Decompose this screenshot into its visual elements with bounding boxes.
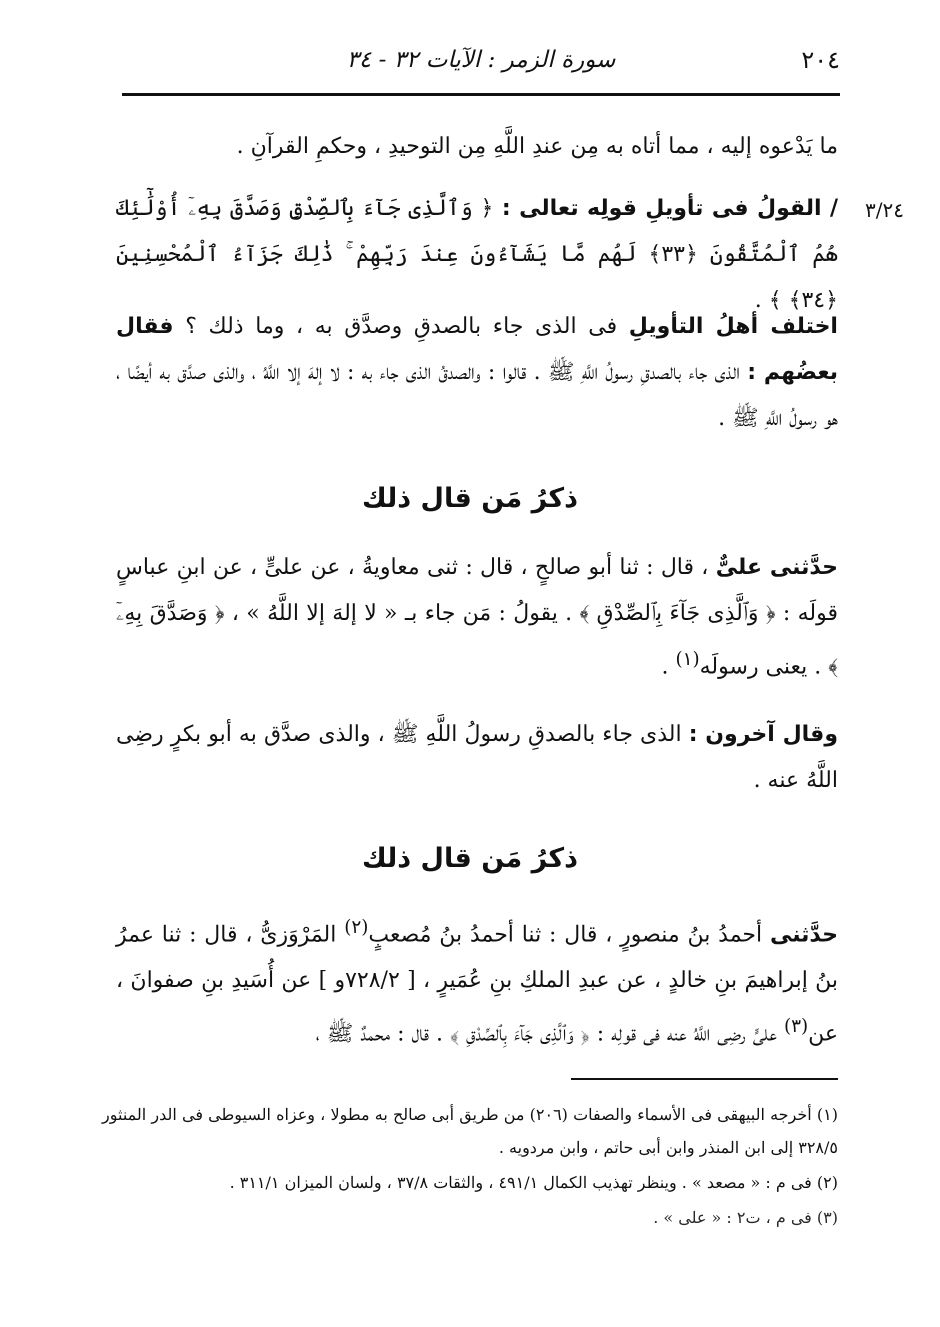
footnote: (١) أخرجه البيهقى فى الأسماء والصفات (٢٠٦) من طريق أبى صالح به مطولا ، وعزاه السيوطى فى الدر المنثور ٣٢٨/٥ إلى ابن المنذر وابن أبى حاتم ، وابن مردويه . <box>102 1105 838 1157</box>
paragraph-text: فى الذى جاء بالصدقِ وصدَّق به ، وما ذلك ؟ <box>173 314 629 339</box>
footnote-marker: (٣) <box>783 1016 809 1038</box>
paragraph-text: ما يَدْعوه إليه ، مما أتاه به مِن عندِ اللَّهِ مِن التوحيدِ ، وحكمِ القرآنِ . <box>236 134 838 159</box>
quran-verse: ﴿ وَٱلَّذِى جَآءَ بِٱلصِّدْقِ وَصَدَّقَ بِهِۦٓ أُوْلَٰٓئِكَ هُمُ ٱلْمُتَّقُونَ ﴿٣٣﴾ لَهُم مَّا يَشَآءُونَ عِندَ رَبِّهِمْ ۚ ذَٰلِكَ جَزَآءُ ٱلْمُحْسِنِينَ ﴿٣٤﴾ ﴾ . <box>116 196 838 313</box>
page-header <box>122 40 840 82</box>
section-heading: ذكرُ مَن قال ذلك <box>362 843 578 874</box>
footnote-marker: (١) <box>675 649 700 670</box>
narration-text: ، قال : ثنا أبو صالحٍ ، قال : ثنى معاويةُ ، عن علىٍّ ، عن ابنِ عباسٍ قولَه : ﴿ وَٱلَّذِى جَآءَ بِٱلصِّدْقِ ﴾ . يقولُ : مَن جاء بـ « لا إلهَ إلا اللَّهُ » ، ﴿ وَصَدَّقَ بِهِۦٓ ﴾ . يعنى رسولَه <box>116 555 838 680</box>
footnote: (٣) فى م ، ت٢ : « على » . <box>653 1208 838 1227</box>
narrator-lead: حدَّثنى علىٌّ <box>715 555 838 580</box>
margin-reference: ٣/٢٤ <box>865 198 904 222</box>
paragraph-narration-ali <box>116 545 838 690</box>
paragraph-narration-ahmad <box>116 905 838 1058</box>
footnote-separator <box>571 1078 838 1080</box>
paragraph-interpretation-difference <box>116 304 838 442</box>
paragraph-lead: وقال آخرون : <box>688 722 838 747</box>
paragraph-lead: اختلف أهلُ التأويلِ <box>628 314 838 339</box>
page-number: ٢٠٤ <box>801 46 840 74</box>
narration-text: أحمدُ بنُ منصورٍ ، قال : ثنا أحمدُ بنُ مُصعبٍ <box>368 922 770 948</box>
running-title: سورة الزمر : الآيات ٣٢ - ٣٤ <box>346 47 616 73</box>
paragraph-secondary-lead: فقال بعضُهم : <box>116 314 838 385</box>
narration-text: المَرْوَزىُّ ، قال : ثنا عمرُ بنُ إبراهيمَ بنِ خالدٍ ، عن عبدِ الملكِ بنِ عُمَيرٍ ، [ ٧٢٨/٢و ] عن أُسَيدِ بنِ صفوانَ ، عن <box>116 922 838 1047</box>
footnote-marker: (٢) <box>344 917 369 938</box>
narrator-lead: حدَّثنى <box>769 922 838 948</box>
paragraph-opening <box>116 124 838 170</box>
paragraph-lead: / القولُ فى تأويلِ قولِه تعالى : <box>493 196 838 221</box>
paragraph-secondary-text: الذى جاء بالصدقِ رسولُ اللَّهِ ﷺ . قالوا : والصدقُ الذى جاء به : لا إلهَ إلا اللَّهُ ، والذى صدَّق به أيضًا ، هو رسولُ اللَّهِ ﷺ . <box>116 360 838 431</box>
section-heading: ذكرُ مَن قال ذلك <box>362 483 578 514</box>
paragraph-others-said <box>116 712 838 804</box>
narration-text: علىٍّ رضِى اللَّهُ عنه فى قولِه : ﴿ وَٱلَّذِى جَآءَ بِٱلصِّدْقِ ﴾ . قال : محمدٌ ﷺ ، <box>315 1021 784 1047</box>
header-rule <box>122 93 840 96</box>
narration-end: . <box>661 654 676 680</box>
footnote: (٢) فى م : « مصعد » . وينظر تهذيب الكمال ٤٩١/١ ، والثقات ٣٧/٨ ، ولسان الميزان ٣١١/١ . <box>229 1173 838 1192</box>
footnotes <box>102 1098 838 1234</box>
paragraph-text: الذى جاء بالصدقِ رسولُ اللَّهِ ﷺ ، والذى صدَّق به أبو بكرٍ رضِى اللَّهُ عنه . <box>116 722 838 793</box>
